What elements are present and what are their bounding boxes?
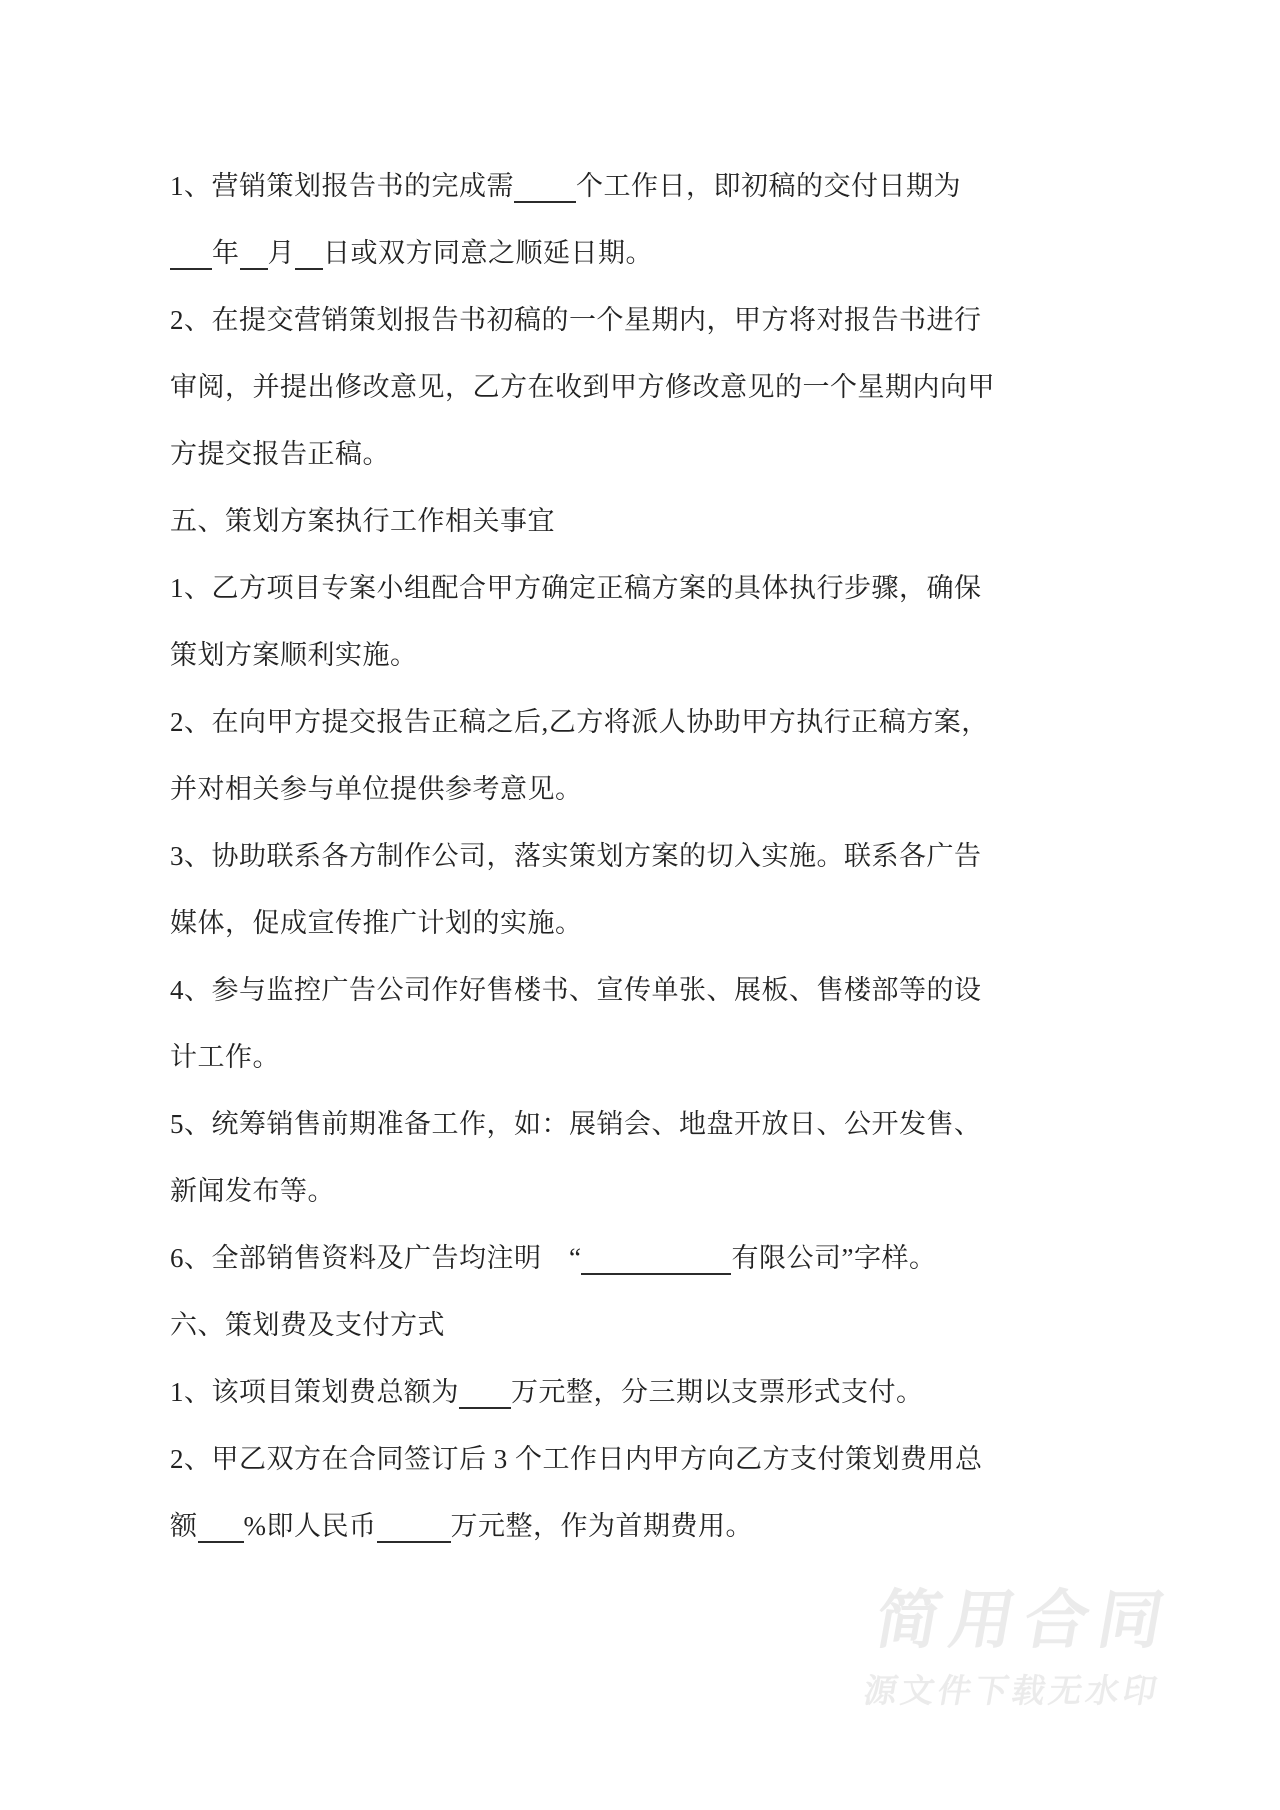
text-run: 4、参与监控广告公司作好售楼书、宣传单张、展板、售楼部等的设 [170, 975, 982, 1005]
document-line [170, 1158, 1000, 1225]
blank-field [581, 1273, 731, 1275]
text-run: 月 [267, 238, 295, 268]
document-line [170, 1091, 1000, 1158]
text-run: 万元整，分三期以支票形式支付。 [511, 1377, 924, 1407]
blank-field [240, 268, 268, 270]
document-line [170, 153, 1000, 220]
watermark [861, 1585, 1179, 1709]
document-line [170, 287, 1000, 354]
text-run: 6、全部销售资料及广告均注明 “ [170, 1243, 582, 1273]
document-line [170, 488, 1000, 555]
document-line [170, 957, 1000, 1024]
document-line [170, 1426, 1000, 1493]
text-run: 年 [212, 238, 240, 268]
text-run: 新闻发布等。 [170, 1176, 335, 1206]
document-line [170, 823, 1000, 890]
text-run: 2、甲乙双方在合同签订后 3 个工作日内甲方向乙方支付策划费用总 [170, 1444, 983, 1474]
document-line [170, 890, 1000, 957]
text-run: 有限公司”字样。 [731, 1243, 937, 1273]
text-run: 额 [170, 1511, 198, 1541]
text-run: 计工作。 [170, 1042, 280, 1072]
document-line [170, 220, 1000, 287]
blank-field [170, 268, 212, 270]
watermark-subtitle: 源文件下载无水印 [861, 1672, 1164, 1709]
text-run: 1、乙方项目专案小组配合甲方确定正稿方案的具体执行步骤，确保 [170, 573, 982, 603]
blank-field [377, 1541, 451, 1543]
text-run: 六、策划费及支付方式 [170, 1310, 445, 1340]
text-run: %即人民币 [243, 1511, 377, 1541]
watermark-title: 简用合同 [870, 1584, 1180, 1656]
text-run: 5、统筹销售前期准备工作，如：展销会、地盘开放日、公开发售、 [170, 1109, 982, 1139]
document-line [170, 1359, 1000, 1426]
text-run: 3、协助联系各方制作公司，落实策划方案的切入实施。联系各广告 [170, 841, 982, 871]
document-line [170, 421, 1000, 488]
document-line [170, 555, 1000, 622]
text-run: 个工作日，即初稿的交付日期为 [576, 171, 961, 201]
blank-field [459, 1407, 511, 1409]
text-run: 1、营销策划报告书的完成需 [170, 171, 514, 201]
blank-field [295, 268, 323, 270]
document-line [170, 756, 1000, 823]
text-run: 媒体，促成宣传推广计划的实施。 [170, 908, 583, 938]
document-line [170, 1024, 1000, 1091]
document-line [170, 354, 1000, 421]
text-run: 方提交报告正稿。 [170, 439, 390, 469]
document-line [170, 622, 1000, 689]
document-line [170, 689, 1000, 756]
text-run: 2、在向甲方提交报告正稿之后,乙方将派人协助甲方执行正稿方案， [170, 707, 989, 737]
text-run: 日或双方同意之顺延日期。 [323, 238, 653, 268]
text-run: 审阅，并提出修改意见，乙方在收到甲方修改意见的一个星期内向甲 [170, 372, 995, 402]
text-run: 万元整，作为首期费用。 [450, 1511, 753, 1541]
document-line [170, 1292, 1000, 1359]
document-line [170, 1493, 1000, 1560]
text-run: 2、在提交营销策划报告书初稿的一个星期内，甲方将对报告书进行 [170, 305, 982, 335]
text-run: 1、该项目策划费总额为 [170, 1377, 459, 1407]
text-run: 策划方案顺利实施。 [170, 640, 418, 670]
blank-field [198, 1541, 244, 1543]
text-run: 并对相关参与单位提供参考意见。 [170, 774, 583, 804]
text-run: 五、策划方案执行工作相关事宜 [170, 506, 555, 536]
document-line [170, 1225, 1000, 1292]
document-body [170, 153, 1000, 1560]
blank-field [514, 201, 576, 203]
